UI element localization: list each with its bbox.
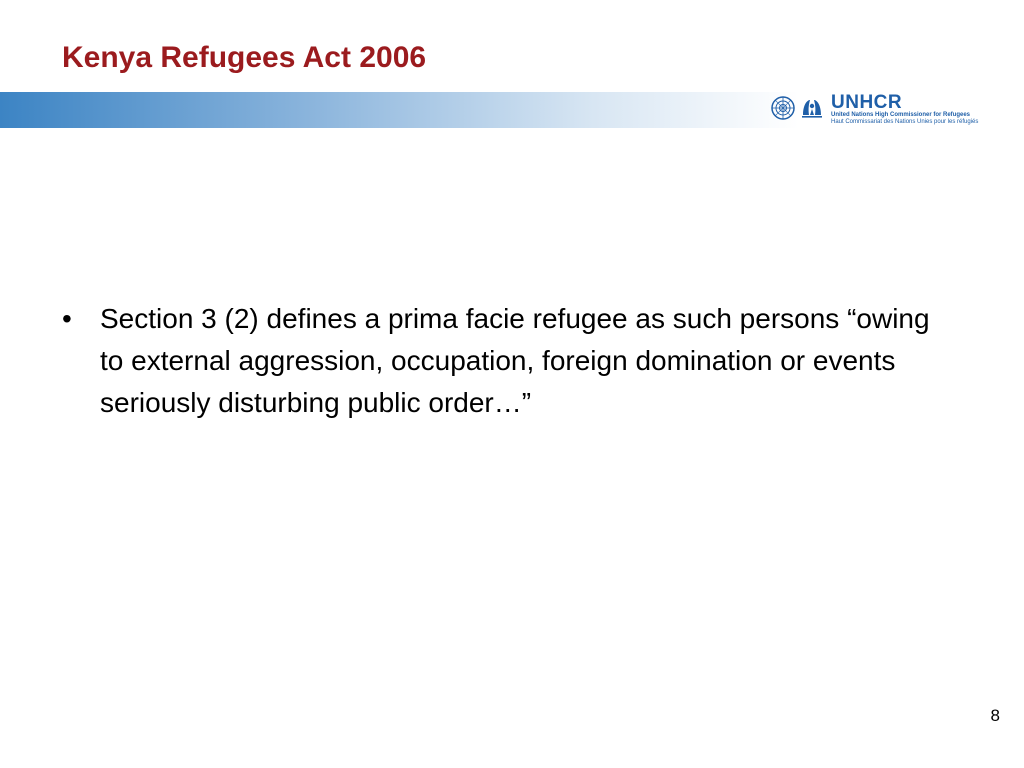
- bullet-item: [62, 298, 962, 424]
- slide-title: Kenya Refugees Act 2006: [62, 41, 427, 74]
- unhcr-logo: [770, 92, 978, 128]
- page-number: 8: [990, 706, 1000, 725]
- unhcr-hands-icon: [799, 95, 825, 126]
- logo-text: [831, 94, 978, 126]
- logo-emblems: [770, 95, 825, 126]
- bullet-mark: •: [62, 303, 72, 334]
- un-emblem-icon: [770, 95, 796, 126]
- logo-tagline-fr: Haut Commissariat des Nations Unies pour les réfugiés: [831, 119, 979, 125]
- bullet-text: Section 3 (2) defines a prima facie refugee as such persons “owing to external aggression, occupation, foreign domination or events seriously disturbing public order…”: [100, 303, 930, 418]
- logo-wordmark: UNHCR: [831, 92, 903, 113]
- slide-body: [62, 298, 962, 424]
- logo-tagline-en: United Nations High Commissioner for Refugees: [831, 112, 971, 118]
